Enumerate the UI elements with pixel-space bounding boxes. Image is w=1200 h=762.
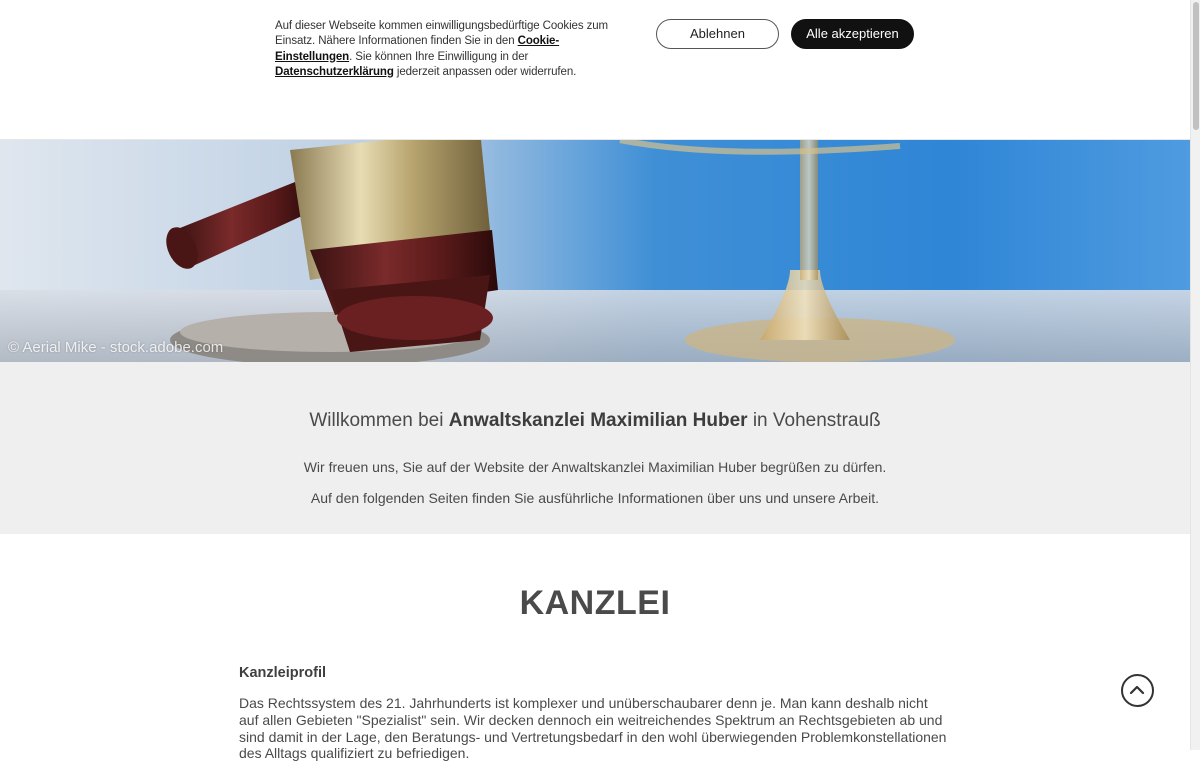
scroll-to-top-button[interactable]: [1121, 674, 1154, 707]
section-heading-kanzlei: KANZLEI: [519, 584, 671, 622]
privacy-policy-link[interactable]: Datenschutzerklärung: [275, 65, 394, 78]
cookie-settings-link[interactable]: Cookie-Einstellungen: [275, 35, 560, 63]
welcome-line-1: Wir freuen uns, Sie auf der Website der Anwaltskanzlei Maximilian Huber begrüßen zu dürfen.: [303, 459, 887, 475]
welcome-section: [0, 362, 1190, 534]
decline-button[interactable]: Ablehnen: [656, 19, 779, 49]
profile-paragraph: Das Rechtssystem des 21. Jahrhunderts ist komplexer und unüberschaubarer denn je. Man kann deshalb nicht auf allen Gebieten "Spezialist" sein. Wir decken dennoch ein weitreichendes Spektrum an Rechtsgebieten ab und sind damit in der Lage, den Beratungs- und Vertretungsbedarf in den wohl überwiegenden Problemkonstellationen des Alltags qualifiziert zu befriedigen.: [239, 695, 947, 762]
cookie-text-part3: jederzeit anpassen oder widerrufen.: [393, 65, 577, 78]
chevron-up-icon: [1129, 682, 1145, 698]
cookie-text-part2: . Sie können Ihre Einwilligung in der: [349, 50, 529, 63]
welcome-title-prefix: Willkommen bei: [309, 410, 449, 431]
cookie-text-part1: Auf dieser Webseite kommen einwilligungsbedürftige Cookies zum Einsatz. Nähere Informationen finden Sie in den: [275, 20, 609, 48]
page-scrollbar[interactable]: [1190, 0, 1200, 750]
image-credit: © Aerial Mike - stock.adobe.com: [8, 339, 224, 356]
welcome-title-suffix: in Vohenstrauß: [747, 410, 881, 431]
gavel-scales-illustration: [0, 140, 1190, 362]
cookie-banner: [0, 0, 1190, 140]
scrollbar-thumb[interactable]: [1193, 2, 1199, 130]
accept-all-button[interactable]: Alle akzeptieren: [791, 19, 914, 49]
profile-heading: Kanzleiprofil: [239, 665, 327, 681]
hero-image: [0, 140, 1190, 362]
welcome-line-2: Auf den folgenden Seiten finden Sie ausführliche Informationen über uns und unsere Arbeit.: [310, 490, 880, 506]
cookie-notice-text: [275, 19, 635, 80]
welcome-title-firm: Anwaltskanzlei Maximilian Huber: [448, 410, 748, 431]
welcome-title: [0, 410, 1190, 432]
